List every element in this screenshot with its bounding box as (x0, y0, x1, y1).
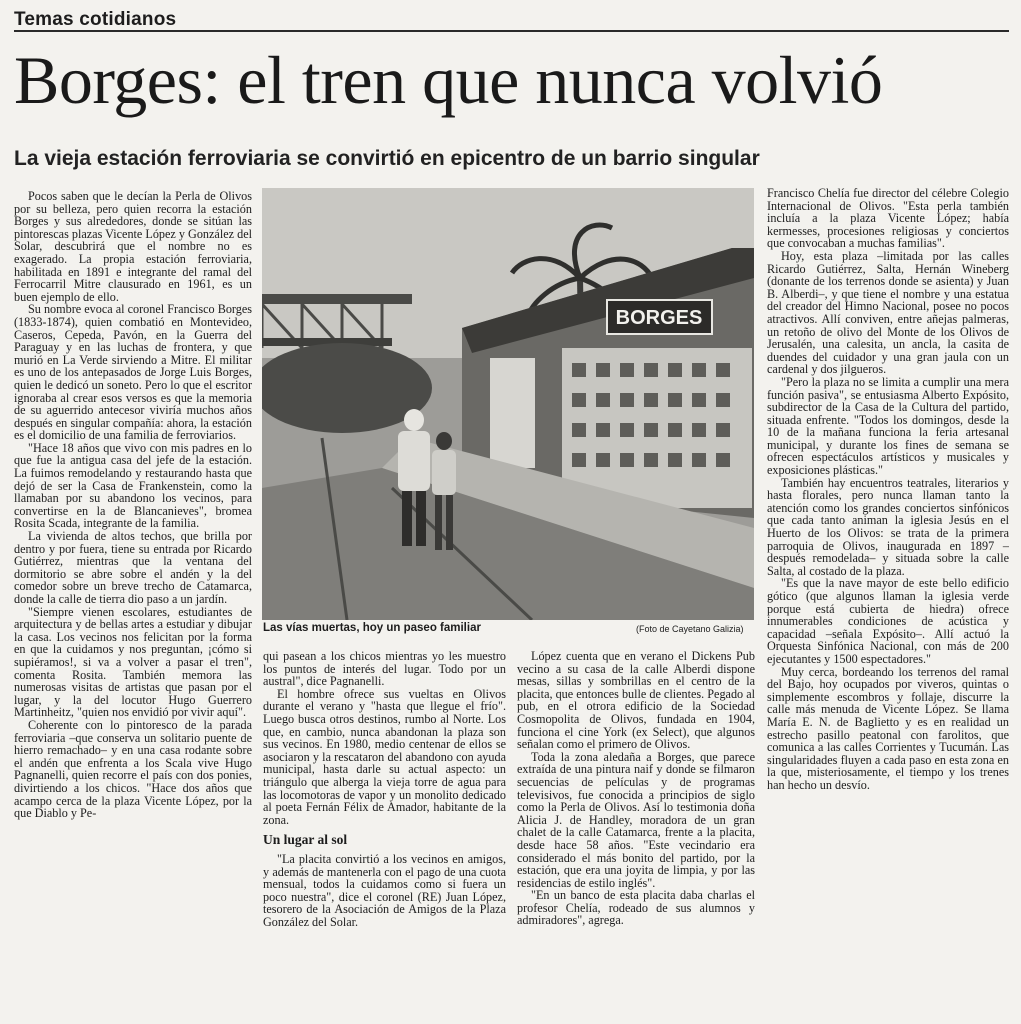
article-column-4 (767, 187, 1009, 1022)
subheadline: La vieja estación ferroviaria se convirtió en epicentro de un barrio singular (14, 147, 760, 170)
paragraph: El hombre ofrece sus vueltas en Olivos durante el verano y "hasta que llegue el frío". Luego busca otros destinos, rumbo al Norte. Los que, en cambio, nunca abandonan la plaza son sus vecinos. En 1980, medio centenar de ellos se asociaron y la rescataron del abandono con ayuda municipal, hasta darle su actual aspecto: un triángulo que alberga la vieja torre de agua para las locomotoras de vapor y un monolito dedicado al poeta Fernán Félix de Amador, habitante de la zona. (263, 686, 506, 827)
paragraph: La vivienda de altos techos, que brilla por dentro y por fuera, tiene su entrada por Ricardo Gutiérrez, mientras que la ventana del dormitorio se abre sobre el andén y la del comedor sobre un breve trecho de Catamarca, donde la calle de tierra dio paso a un jardín. (14, 529, 252, 606)
section-label: Temas cotidianos (14, 9, 177, 30)
paragraph: Coherente con lo pintoresco de la parada ferroviaria –que conserva un solitario puente de hierro remachado– y en una casa rodante sobre el andén que enfrenta a los Scala vive Hugo Pagnanelli, quien recorre el país con dos ponies, divirtiendo a los chicos. "Hace dos años que acampo cerca de la plaza Vicente López, por la que Diablo y Pe- (14, 717, 252, 821)
article-column-2 (263, 650, 506, 1022)
paragraph: También hay encuentros teatrales, literarios y hasta florales, pero nunca llaman tanto la atención como los grandes conciertos sinfónicos que cada tanto animan la iglesia Jesús en el Huerto de los Olivos: se trata de la primera parroquia de Olivos, inaugurada en 1897 –después remodelada– y situada sobre la calle Salta, al costado de la plaza. (767, 475, 1009, 578)
station-sign-text: BORGES (615, 307, 703, 329)
photo-caption: Las vías muertas, hoy un paseo familiar (263, 622, 481, 634)
paragraph: Su nombre evoca al coronel Francisco Borges (1833-1874), quien combatió en Montevideo, Caseros, Cepeda, Pavón, en la Guerra del Paraguay y en las luchas de frontera, y que murió en La Verde sirviendo a Mitre. El militar es uno de los antepasados de Jorge Luis Borges, quien le dedicó un soneto. Pero lo que el escritor ignoraba al crear esos versos es que la memoria de su aguerrido antecesor viviría muchos años después en singular compañía: ahora, la estación es el domicilio de una familia de ferroviarios. (14, 302, 252, 443)
article-column-1 (14, 190, 252, 1022)
paragraph: Hoy, esta plaza –limitada por las calles Ricardo Gutiérrez, Salta, Hernán Wineberg (donante de los terrenos donde se asienta) y Juan B. Alberdi–, y que tiene el nombre y una estatua del creador del Himno Nacional, posee no pocos atractivos. Allí conviven, entre añejas palmeras, un retoño de olivo del Monte de los Olivos de Jerusalén, una calesita, un ancla, la casita de duendes del cuidador y una gran jaula con un cardenal y dos jilgueros. (767, 248, 1009, 377)
paragraph: López cuenta que en verano el Dickens Pub vecino a su casa de la calle Alberdi dispone mesas, sillas y sombrillas en el centro de la placita, que entonces bulle de clientes. Pegado al pub, en el otrora edificio de la Sociedad Cosmopolita de Olivos, fundada en 1904, funciona el cine York (ex Select), que algunos señalan como el primero de Olivos. (517, 650, 755, 752)
paragraph: "Hace 18 años que vivo con mis padres en lo que fue la antigua casa del jefe de la estación. La fuimos remodelando y restaurando hasta que dejó de ser la Casa de Frankenstein, como la llamaban por su abandono los vecinos, para convertirse en la de Blancanieves", bromea Rosita Scada, integrante de la familia. (14, 440, 252, 531)
top-rule (14, 30, 1009, 32)
paragraph: "En un banco de esta placita daba charlas el profesor Chelía, rodeado de sus alumnos y admiradores", agrega. (517, 888, 755, 928)
station-photo (262, 188, 754, 620)
subheading: Un lugar al sol (263, 832, 348, 848)
paragraph: qui pasean a los chicos mientras yo les muestro los puntos de interés del lugar. Todo por un austral", dice Pagnanelli. (263, 650, 506, 689)
paragraph: "Pero la plaza no se limita a cumplir una mera función pasiva", se entusiasma Alberto Expósito, subdirector de la Casa de la Cultura del partido, situada enfrente. "Todos los domingos, desde la 10 de la mañana funciona la feria artesanal municipal, y durante los fines de semana se ofrecen espectáculos artísticos y musicales y exposiciones plásticas." (767, 374, 1009, 478)
paragraph: Pocos saben que le decían la Perla de Olivos por su belleza, pero quien recorra la estación Borges y sus alrededores, donde se sitúan las pintorescas plazas Vicente López y González del Solar, descubrirá que el nombre no es exagerado. La propia estación ferroviaria, habilitada en 1891 e integrante del ramal del Ferrocarril Mitre clausurado en 1961, es un buen ejemplo de ello. (14, 190, 252, 304)
headline: Borges: el tren que nunca volvió (14, 42, 883, 118)
paragraph: "Siempre vienen escolares, estudiantes de arquitectura y de bellas artes a estudiar y dibujar la casa. Los vecinos nos felicitan por la forma en que la cuidamos y nos preguntan, ¡cómo si supiéramos!, si va a volver a pasar el tren", comenta Rosita. También memora las numerosas visitas de artistas que pasan por el lugar, y la del locutor Hugo Guerrero Martinheitz, "quien nos envidió por vivir aquí". (14, 604, 252, 720)
paragraph: Muy cerca, bordeando los terrenos del ramal del Bajo, hoy ocupados por viveros, quintas o simplemente escombros y follaje, discurre la calle más menuda de Vicente López. Se llama María E. N. de Baglietto y es en realidad un estrecho pasillo peatonal con farolitos, que comunica a las calles Corrientes y Tucumán. Las singularidades fluyen a cada paso en esta zona en la que, misteriosamente, el tiempo y los trenes han hecho un desvío. (767, 664, 1009, 792)
paragraph: Francisco Chelía fue director del célebre Colegio Internacional de Olivos. "Esta perla también incluía a la plaza Vicente López; había kermesses, procesiones religiosas y conciertos que convocaban a muchas familias". (767, 187, 1009, 251)
paragraph: "Es que la nave mayor de este bello edificio gótico (que algunos llaman la iglesia verde porque está cubierta de hiedra) ofrece innumerables condiciones de acústica y capacidad –señala Expósito–. Allí actuó la Orquesta Sinfónica Nacional, con más de 200 ejecutantes y 1500 espectadores." (767, 576, 1009, 666)
paragraph: "La placita convirtió a los vecinos en amigos, y además de mantenerla con el pago de una cuota mensual, todos la cuidamos como si fuera un poco nuestra", dice el coronel (RE) Juan López, tesorero de la Asociación de Amigos de la Plaza González del Solar. (263, 851, 506, 929)
photo-credit: (Foto de Cayetano Galizia) (636, 624, 744, 634)
article-column-3 (517, 650, 755, 1022)
station-photo-illustration (262, 188, 754, 620)
paragraph: Toda la zona aledaña a Borges, que parece extraída de una pintura naif y donde se filmaron secuencias de películas y de programas televisivos, fue conocida a principios de siglo como la Perla de Olivos. Así lo testimonia doña Alicia J. de Handley, moradora de un gran chalet de la calle Catamarca, frente a la placita, desde hace 58 años. "Este vecindario era considerado el más bonito del partido, por la estación, que era una joyita de limpia, y por las residencias de estilo inglés". (517, 749, 755, 890)
